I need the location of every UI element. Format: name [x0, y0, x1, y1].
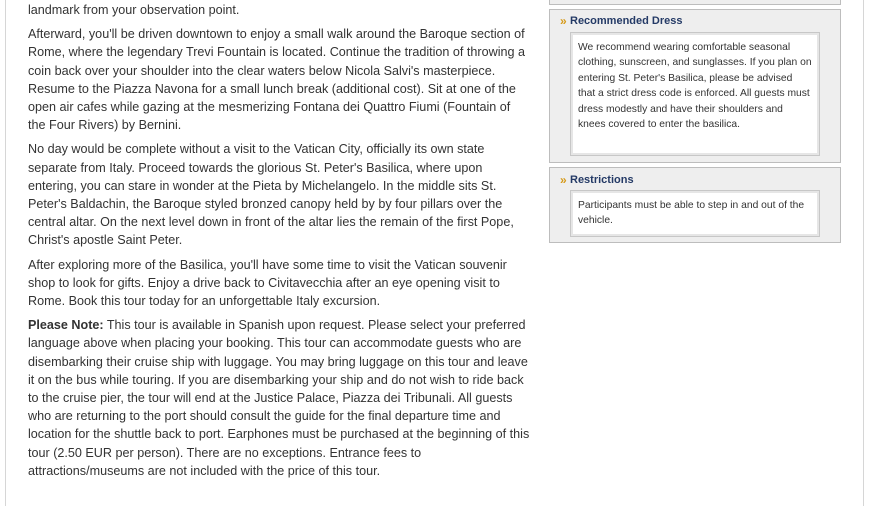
- restrictions-text: Participants must be able to step in and out of the vehicle.: [570, 190, 820, 237]
- restrictions-title: Restrictions: [570, 174, 634, 186]
- recommended-dress-header: [550, 10, 840, 32]
- description-paragraph: After exploring more of the Basilica, you'll have some time to visit the Vatican souvenir shop to look for gifts. Enjoy a drive back to Civitavecchia after an eye opening visit to Rome. Book this tour today for an unforgettable Italy excursion.: [28, 257, 507, 309]
- restrictions-box: [549, 167, 841, 243]
- page-border-right: [863, 0, 864, 506]
- restrictions-header: [550, 168, 840, 190]
- page-border-left: [5, 0, 6, 506]
- recommended-dress-text: We recommend wearing comfortable seasonal clothing, sunscreen, and sunglasses. If you plan on entering St. Peter's Basilica, please be advised that a strict dress code is enforced. All guests must dress modestly and have their shoulders and knees covered to enter the basilica.: [570, 32, 820, 156]
- tour-description: [28, 1, 530, 486]
- description-paragraph: Afterward, you'll be driven downtown to enjoy a small walk around the Baroque section of Rome, where the legendary Trevi Fountain is located. Continue the tradition of throwing a coin back over your shoulder into the clear waters below Nicola Salvi's masterpiece. Resume to the Piazza Navona for a small lunch break (additional cost). Sit at one of the open air cafes while gazing at the mesmerizing Fontana dei Quattro Fiumi (Fountain of the Four Rivers) by Bernini.: [28, 27, 526, 133]
- description-paragraph: landmark from your observation point.: [28, 3, 240, 17]
- please-note-paragraph: [28, 316, 530, 480]
- recommended-dress-title: Recommended Dress: [570, 15, 683, 27]
- please-note-text: This tour is available in Spanish upon request. Please select your preferred language above when placing your booking. This tour can accommodate guests who are disembarking their cruise ship with luggage. You may bring luggage on this tour and leave it on the bus while touring. If you are disembarking your ship and do not wish to ride back to the cruise pier, the tour will end at the Justice Palace, Piazza dei Tribunali. All guests who are returning to the port should consult the guide for the final departure time and location for the shuttle back to port. Earphones must be purchased at the beginning of this tour (2.50 EUR per person). There are no exceptions. Entrance fees to attractions/museums are not included with the price of this tour.: [28, 318, 530, 478]
- chevron-right-icon: »: [560, 173, 567, 187]
- recommended-dress-box: [549, 9, 841, 163]
- sidebar: [549, 0, 841, 243]
- previous-box-bottom: [549, 0, 841, 5]
- please-note-label: Please Note:: [28, 318, 104, 333]
- description-paragraph: No day would be complete without a visit to the Vatican City, officially its own state separate from Italy. Proceed towards the glorious St. Peter's Basilica, where upon entering, you can stare in wonder at the Pieta by Michelangelo. In the middle sits St. Peter's Baldachin, the Baroque styled bronzed canopy held by by four pillars over the central altar. On the next level down in front of the altar lies the remain of the first Pope, Christ's apostle Saint Peter.: [28, 142, 514, 248]
- chevron-right-icon: »: [560, 14, 567, 28]
